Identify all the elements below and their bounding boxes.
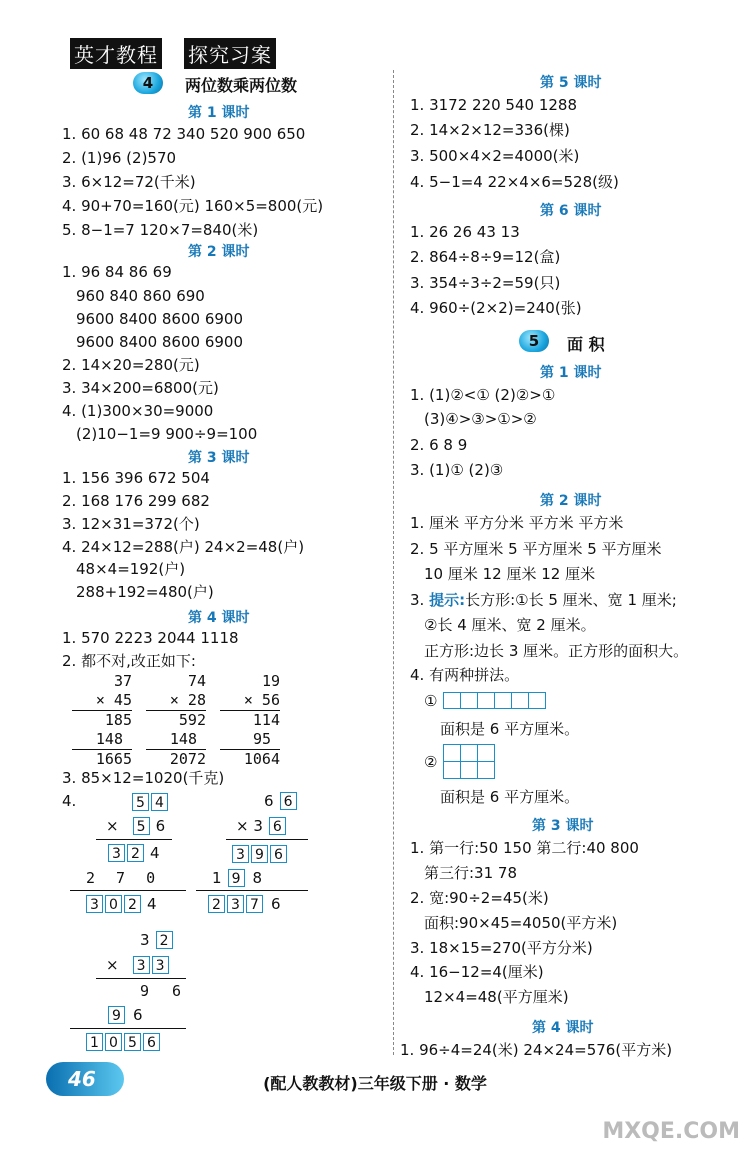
- answer-line: 4. 90+70=160(元) 160×5=800(元): [62, 197, 324, 215]
- area-statement: 面积是 6 平方厘米。: [440, 788, 580, 806]
- watermark-logo: MXQE.COM: [602, 1119, 740, 1144]
- answer-line: 1. 26 26 43 13: [410, 223, 520, 241]
- page-number: 46: [46, 1062, 124, 1096]
- unit-4-title: 两位数乘两位数: [185, 76, 298, 95]
- lesson-heading: 第 2 课时: [188, 244, 250, 260]
- answer-line: 288+192=480(户): [76, 583, 214, 601]
- puzzle-3-row3: 9 6: [140, 982, 189, 1000]
- column-calc-a: 37 × 45 185 148 1665: [72, 672, 132, 769]
- rule-line: [96, 978, 186, 979]
- puzzle-2-row2: × 3 6: [236, 817, 288, 835]
- answer-line: 10 厘米 12 厘米 12 厘米: [424, 565, 596, 583]
- answer-line: 面积:90×45=4050(平方米): [424, 914, 618, 932]
- column-calc-b: 74 × 28 592 148 2072: [146, 672, 206, 769]
- rule-line: [196, 890, 308, 891]
- strip-1x6-figure: [443, 692, 545, 709]
- answer-line: 4. 5−1=4 22×4×6=528(级): [410, 173, 619, 191]
- answer-line: 48×4=192(户): [76, 560, 186, 578]
- rule-line: [96, 839, 172, 840]
- answer-line: 1. (1)②<① (2)②>①: [410, 386, 556, 404]
- lesson-heading: 第 1 课时: [188, 105, 250, 121]
- header-left-title: 英才教程: [70, 38, 162, 69]
- lesson-heading: 第 3 课时: [532, 818, 594, 834]
- answer-line: 1. 60 68 48 72 340 520 900 650: [62, 125, 306, 143]
- answer-line: ②长 4 厘米、宽 2 厘米。: [424, 616, 596, 634]
- answer-line: 12×4=48(平方厘米): [424, 988, 569, 1006]
- answer-line: 2. 168 176 299 682: [62, 492, 210, 510]
- puzzle-1-row4: 2 7 0: [86, 869, 162, 887]
- column-divider: [393, 70, 394, 1055]
- lesson-heading: 第 4 课时: [188, 610, 250, 626]
- rule-line: [70, 1028, 186, 1029]
- answer-line: 4. 16−12=4(厘米): [410, 963, 544, 981]
- answer-line: 正方形:边长 3 厘米。正方形的面积大。: [424, 642, 689, 660]
- column-calc-c: 19 × 56 114 95 1064: [220, 672, 280, 769]
- answer-line: 4.: [62, 792, 77, 810]
- option-2-label: ②: [424, 753, 438, 771]
- answer-line: 1. 96 84 86 69: [62, 263, 172, 281]
- puzzle-3-row1: 3 2: [140, 931, 175, 949]
- rule-line: [70, 890, 186, 891]
- lesson-heading: 第 6 课时: [540, 203, 602, 219]
- answer-line: 3. 18×15=270(平方分米): [410, 939, 593, 957]
- option-1-label: ①: [424, 692, 438, 710]
- puzzle-3-row2: × 3 3: [106, 956, 171, 974]
- unit-5-title: 面 积: [567, 335, 605, 354]
- answer-line: 9600 8400 8600 6900: [76, 333, 243, 351]
- answer-line: 1. 第一行:50 150 第二行:40 800: [410, 839, 639, 857]
- lesson-heading: 第 4 课时: [532, 1020, 594, 1036]
- puzzle-2-row1: 6 6: [264, 792, 299, 810]
- answer-line: 4. 有两种拼法。: [410, 666, 520, 684]
- puzzle-1-row5: 3 0 2 4: [86, 895, 157, 913]
- area-statement: 面积是 6 平方厘米。: [440, 720, 580, 738]
- lesson-heading: 第 3 课时: [188, 450, 250, 466]
- answer-line: 3. 12×31=372(个): [62, 515, 200, 533]
- lesson-heading: 第 1 课时: [540, 365, 602, 381]
- answer-line: 2. 5 平方厘米 5 平方厘米 5 平方厘米: [410, 540, 662, 558]
- answer-line: 1. 156 396 672 504: [62, 469, 210, 487]
- lesson-heading: 第 2 课时: [540, 493, 602, 509]
- answer-line: 4. (1)300×30=9000: [62, 402, 214, 420]
- puzzle-2-row3: 3 9 6: [232, 844, 289, 863]
- puzzle-2-row4: 1 9 8: [212, 869, 263, 887]
- grid-2x3-figure: [443, 744, 495, 778]
- rule-line: [226, 839, 308, 840]
- puzzle-1-row1: 5 4: [132, 792, 170, 811]
- answer-line: 3. 500×4×2=4000(米): [410, 147, 580, 165]
- unit-4-badge: 4: [133, 72, 163, 94]
- answer-line: 3. 354÷3÷2=59(只): [410, 274, 561, 292]
- puzzle-1-row3: 3 2 4: [108, 844, 160, 862]
- puzzle-3-row5: 1 0 5 6: [86, 1032, 162, 1051]
- answer-line: 3. (1)① (2)③: [410, 461, 504, 479]
- answer-line: 3. 提示:长方形:①长 5 厘米、宽 1 厘米;: [410, 591, 677, 609]
- puzzle-2-row5: 2 3 7 6: [208, 895, 281, 913]
- answer-line: 1. 570 2223 2044 1118: [62, 629, 239, 647]
- lesson-heading: 第 5 课时: [540, 75, 602, 91]
- answer-line: 2. 14×2×12=336(棵): [410, 121, 570, 139]
- answer-line: 2. (1)96 (2)570: [62, 149, 177, 167]
- answer-line: 1. 厘米 平方分米 平方米 平方米: [410, 514, 624, 532]
- unit-5-badge: 5: [519, 330, 549, 352]
- answer-line: (3)④>③>①>②: [424, 410, 537, 428]
- answer-line: 1. 3172 220 540 1288: [410, 96, 577, 114]
- puzzle-1-row2: × 5 6: [106, 817, 166, 835]
- puzzle-3-row4: 9 6: [108, 1006, 143, 1024]
- answer-line: 2. 宽:90÷2=45(米): [410, 889, 549, 907]
- answer-line: (2)10−1=9 900÷9=100: [76, 425, 258, 443]
- answer-line: 9600 8400 8600 6900: [76, 310, 243, 328]
- answer-line: 2. 6 8 9: [410, 436, 468, 454]
- header-right-title: 探究习案: [184, 38, 276, 69]
- answer-line: 4. 960÷(2×2)=240(张): [410, 299, 582, 317]
- answer-line: 4. 24×12=288(户) 24×2=48(户): [62, 538, 305, 556]
- answer-line: 3. 34×200=6800(元): [62, 379, 219, 397]
- answer-line: 2. 都不对,改正如下:: [62, 652, 196, 670]
- answer-line: 2. 864÷8÷9=12(盒): [410, 248, 561, 266]
- answer-line: 960 840 860 690: [76, 287, 205, 305]
- answer-line: 第三行:31 78: [424, 864, 517, 882]
- answer-line: 5. 8−1=7 120×7=840(米): [62, 221, 259, 239]
- answer-line: 3. 85×12=1020(千克): [62, 769, 225, 787]
- answer-line: 3. 6×12=72(千米): [62, 173, 196, 191]
- answer-line: 2. 14×20=280(元): [62, 356, 200, 374]
- answer-line: 1. 96÷4=24(米) 24×24=576(平方米): [400, 1041, 673, 1059]
- footer-text: (配人教教材)三年级下册 · 数学: [263, 1074, 487, 1093]
